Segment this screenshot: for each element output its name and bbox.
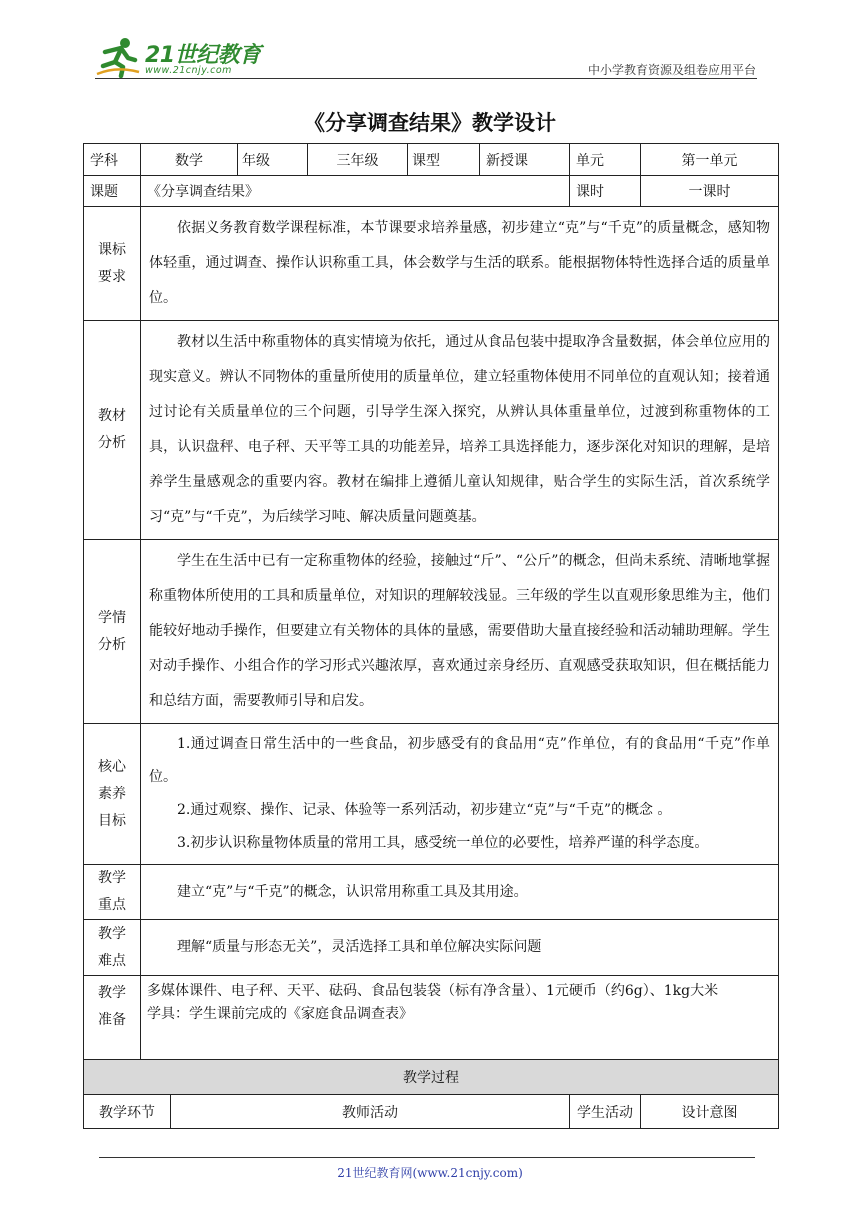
info-row	[84, 144, 779, 176]
key-label-line: 教学	[98, 870, 126, 886]
difficulty-label	[84, 920, 141, 976]
prep-label-line: 教学	[98, 985, 126, 1001]
logo-url: www.21cnjy.com	[145, 65, 232, 76]
material-row	[84, 321, 779, 540]
standard-text: 依据义务教育数学课程标准，本节课要求培养量感，初步建立“克”与“千克”的质量概念，感知物体轻重，通过调查、操作认识称重工具，体会数学与生活的联系。能根据物体特性选择合适的质量单位。	[149, 220, 770, 306]
key-text: 建立“克”与“千克”的概念，认识常用称重工具及其用途。	[177, 883, 528, 900]
lesson-plan-table	[83, 143, 779, 1129]
footer-link[interactable]: 21世纪教育网(www.21cnjy.com)	[337, 1166, 523, 1180]
prep-label	[84, 976, 141, 1060]
standard-label-line: 课标	[98, 241, 126, 258]
goals-label-line: 核心	[98, 758, 126, 775]
process-columns-row	[84, 1095, 779, 1129]
goals-text-cell	[141, 724, 779, 865]
type-value: 新授课	[480, 144, 570, 176]
material-label-line: 分析	[98, 435, 126, 451]
unit-label: 单元	[570, 144, 641, 176]
topic-row	[84, 176, 779, 207]
unit-value: 第一单元	[641, 144, 779, 176]
logo	[95, 36, 265, 80]
hours-label: 课时	[570, 176, 641, 207]
students-text-cell	[141, 540, 779, 724]
footer-divider	[99, 1157, 755, 1158]
logo-text: 21世纪教育	[145, 43, 261, 68]
prep-label-line: 准备	[98, 1012, 126, 1028]
prep-row	[84, 976, 779, 1060]
process-title: 教学过程	[84, 1060, 779, 1095]
material-label	[84, 321, 141, 540]
key-label	[84, 865, 141, 920]
standard-text-cell	[141, 207, 779, 321]
process-header-row	[84, 1060, 779, 1095]
students-label	[84, 540, 141, 724]
goal-item: 1.通过调查日常生活中的一些食品，初步感受有的食品用“克”作单位，有的食品用“千克”作单位。	[149, 736, 770, 785]
column-stage: 教学环节	[84, 1095, 171, 1129]
standard-label-line: 要求	[98, 268, 126, 285]
subject-label: 学科	[84, 144, 141, 176]
column-design-intent: 设计意图	[641, 1095, 779, 1129]
difficulty-row	[84, 920, 779, 976]
students-row	[84, 540, 779, 724]
difficulty-label-line: 教学	[98, 925, 126, 942]
column-student-activity: 学生活动	[570, 1095, 641, 1129]
goals-row	[84, 724, 779, 865]
page-header	[0, 0, 860, 90]
goals-label-line: 素养	[98, 785, 126, 802]
key-label-line: 重点	[98, 897, 126, 913]
grade-label: 年级	[238, 144, 308, 176]
key-text-cell	[141, 865, 779, 920]
material-text-cell	[141, 321, 779, 540]
hours-value: 一课时	[641, 176, 779, 207]
difficulty-label-line: 难点	[98, 952, 126, 969]
students-label-line: 分析	[98, 636, 126, 653]
difficulty-text-cell	[141, 920, 779, 976]
prep-text-cell	[141, 976, 779, 1060]
students-text: 学生在生活中已有一定称重物体的经验，接触过“斤”、“公斤”的概念，但尚未系统、清晰地掌握称重物体所使用的工具和质量单位，对知识的理解较浅显。三年级的学生以直观形象思维为主，他们能较好地动手操作，但要建立有关物体的具体的量感，需要借助大量直接经验和活动辅助理解。学生对动手操作、小组合作的学习形式兴趣浓厚，喜欢通过亲身经历、直观感受获取知识，但在概括能力和总结方面，需要教师引导和启发。	[149, 553, 770, 709]
standard-label	[84, 207, 141, 321]
goal-item: 3.初步认识称量物体质量的常用工具，感受统一单位的必要性，培养严谨的科学态度。	[177, 835, 709, 851]
topic-label: 课题	[84, 176, 141, 207]
subject-value: 数学	[141, 144, 238, 176]
material-text: 教材以生活中称重物体的真实情境为依托，通过从食品包装中提取净含量数据，体会单位应用的现实意义。辨认不同物体的重量所使用的质量单位，建立轻重物体使用不同单位的直观认知；接着通过讨论有关质量单位的三个问题，引导学生深入探究，从辨认具体重量单位，过渡到称重物体的工具，认识盘秤、电子秤、天平等工具的功能差异，培养工具选择能力，逐步深化对知识的理解，是培养学生量感观念的重要内容。教材在编排上遵循儿童认知规律，贴合学生的实际生活，首次系统学习“克”与“千克”，为后续学习吨、解决质量问题奠基。	[149, 334, 770, 525]
document-title: 《分享调查结果》教学设计	[304, 111, 556, 135]
topic-value: 《分享调查结果》	[141, 176, 570, 207]
column-teacher-activity: 教师活动	[171, 1095, 570, 1129]
platform-name: 中小学教育资源及组卷应用平台	[587, 63, 756, 77]
goals-label-line: 目标	[98, 812, 126, 829]
grade-value: 三年级	[308, 144, 408, 176]
type-label: 课型	[408, 144, 480, 176]
prep-materials: 多媒体课件、电子秤、天平、砝码、食品包装袋（标有净含量）、1元硬币（约6g）、1kg大米	[147, 983, 719, 999]
key-row	[84, 865, 779, 920]
difficulty-text: 理解“质量与形态无关”，灵活选择工具和单位解决实际问题	[177, 939, 542, 955]
header-divider	[95, 78, 757, 79]
goals-label	[84, 724, 141, 865]
prep-student-tools: 学具：学生课前完成的《家庭食品调查表》	[147, 1006, 413, 1022]
standard-row	[84, 207, 779, 321]
students-label-line: 学情	[98, 609, 126, 626]
material-label-line: 教材	[98, 408, 126, 424]
runner-logo-icon	[95, 36, 141, 78]
goal-item: 2.通过观察、操作、记录、体验等一系列活动，初步建立“克”与“千克”的概念 。	[177, 802, 672, 818]
